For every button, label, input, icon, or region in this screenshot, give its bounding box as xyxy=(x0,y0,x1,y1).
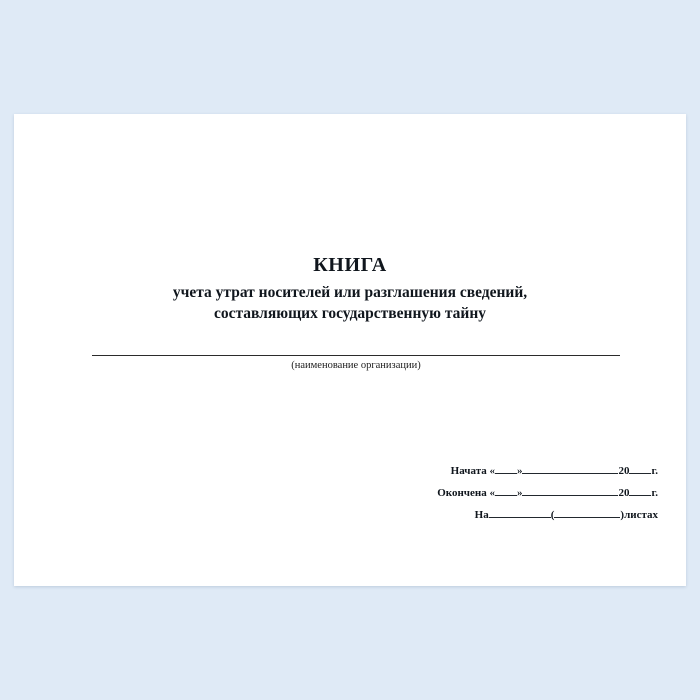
footer-block xyxy=(437,466,658,521)
started-year-prefix: 20 xyxy=(618,465,630,477)
sheets-line xyxy=(437,510,658,521)
document-title: КНИГА xyxy=(313,254,387,276)
document-subtitle-line-2: составляющих государственную тайну xyxy=(213,304,487,322)
sheets-suffix: листах xyxy=(624,509,658,521)
started-month-blank xyxy=(522,473,618,474)
started-label-tail: » xyxy=(516,465,523,477)
document-subtitle-line-1: учета утрат носителей или разглашения сведений, xyxy=(172,284,528,301)
finished-year-prefix: 20 xyxy=(618,487,630,499)
started-year-suffix: г. xyxy=(651,465,658,477)
started-line xyxy=(437,466,658,477)
sheets-prefix: На xyxy=(474,509,489,521)
sheets-words-blank xyxy=(554,517,620,518)
document-subtitle xyxy=(74,283,626,325)
document-page-content xyxy=(14,114,686,586)
sheets-paren-open: ( xyxy=(550,509,555,521)
title-block xyxy=(74,254,626,325)
finished-day-blank xyxy=(495,495,517,496)
organization-fill-line xyxy=(92,354,620,356)
organization-block xyxy=(92,354,620,371)
sheets-paren-close: ) xyxy=(620,509,625,521)
finished-line xyxy=(437,488,658,499)
started-year-blank xyxy=(629,473,651,474)
document-page xyxy=(14,114,686,586)
sheets-count-blank xyxy=(489,517,551,518)
finished-label-tail: » xyxy=(516,487,523,499)
finished-year-blank xyxy=(629,495,651,496)
finished-month-blank xyxy=(522,495,618,496)
finished-year-suffix: г. xyxy=(651,487,658,499)
started-label: Начата « xyxy=(450,465,495,477)
finished-label: Окончена « xyxy=(437,487,495,499)
organization-caption: (наименование организации) xyxy=(291,360,421,371)
started-day-blank xyxy=(495,473,517,474)
